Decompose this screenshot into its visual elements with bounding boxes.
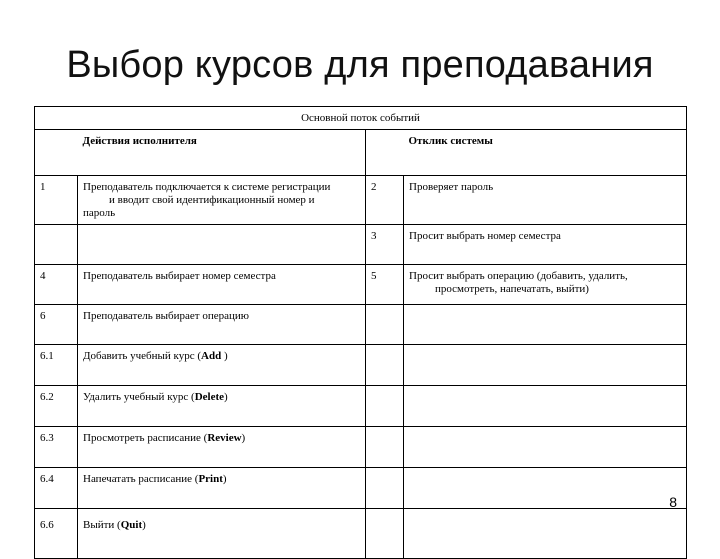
system-step-number [366,345,404,386]
page-number: 8 [669,494,677,510]
system-response [404,509,687,559]
header-blank [366,130,404,176]
table-caption-row [35,107,687,130]
actor-action [78,176,366,225]
action-text: ) [221,350,228,362]
table-caption: Основной поток событий [35,107,687,130]
system-response [404,265,687,305]
header-blank [35,130,78,176]
table-row [35,345,687,386]
system-response [404,468,687,509]
table-row [35,305,687,345]
actor-action [78,509,366,559]
step-number: 4 [35,265,78,305]
system-column-header: Отклик системы [404,130,687,176]
action-text: ) [224,391,228,403]
system-response [404,305,687,345]
actor-action-line: и вводит свой идентификационный номер и [109,194,315,206]
action-text: Напечатать расписание ( [83,473,199,485]
actor-action [78,427,366,468]
table-row [35,225,687,265]
step-number [35,225,78,265]
actor-action [78,468,366,509]
system-response-line: просмотреть, напечатать, выйти) [435,283,589,295]
step-number: 6.1 [35,345,78,386]
system-step-number [366,427,404,468]
system-step-number [366,468,404,509]
command-name: Delete [194,391,224,403]
actor-action: Преподаватель выбирает номер семестра [78,265,366,305]
step-number: 6.2 [35,386,78,427]
system-step-number: 2 [366,176,404,225]
command-name: Print [198,473,223,485]
system-step-number [366,386,404,427]
command-name: Quit [120,519,143,531]
actor-action-line: пароль [83,207,116,219]
system-step-number [366,305,404,345]
table-header-row [35,130,687,176]
step-number: 1 [35,176,78,225]
system-step-number: 3 [366,225,404,265]
table-row [35,509,687,559]
step-number: 6 [35,305,78,345]
command-name: Add [201,350,222,362]
system-response [404,345,687,386]
actor-action [78,386,366,427]
step-number: 6.6 [35,509,78,559]
actor-action [78,225,366,265]
action-text: Удалить учебный курс ( [83,391,195,403]
table-row [35,176,687,225]
table-row [35,468,687,509]
table-row [35,427,687,468]
action-text: ) [241,432,246,444]
actor-column-header: Действия исполнителя [78,130,366,176]
table-row [35,386,687,427]
system-step-number [366,509,404,559]
action-text: Выйти ( [83,519,121,531]
action-text: Добавить учебный курс ( [83,350,202,362]
system-response: Просит выбрать номер семестра [404,225,687,265]
actor-action: Преподаватель выбирает операцию [78,305,366,345]
system-response [404,386,687,427]
action-text: ) [222,473,227,485]
system-response [404,427,687,468]
step-number: 6.3 [35,427,78,468]
table-row [35,265,687,305]
action-text: Просмотреть расписание ( [83,432,208,444]
event-flow-table [34,106,687,559]
system-step-number: 5 [366,265,404,305]
actor-action-line: Преподаватель подключается к системе регистрации [83,181,331,193]
system-response: Проверяет пароль [404,176,687,225]
step-number: 6.4 [35,468,78,509]
actor-action [78,345,366,386]
slide-title: Выбор курсов для преподавания [66,44,654,86]
command-name: Review [207,432,242,444]
system-response-line: Просит выбрать операцию (добавить, удалить, [409,270,628,282]
action-text: ) [142,519,146,531]
